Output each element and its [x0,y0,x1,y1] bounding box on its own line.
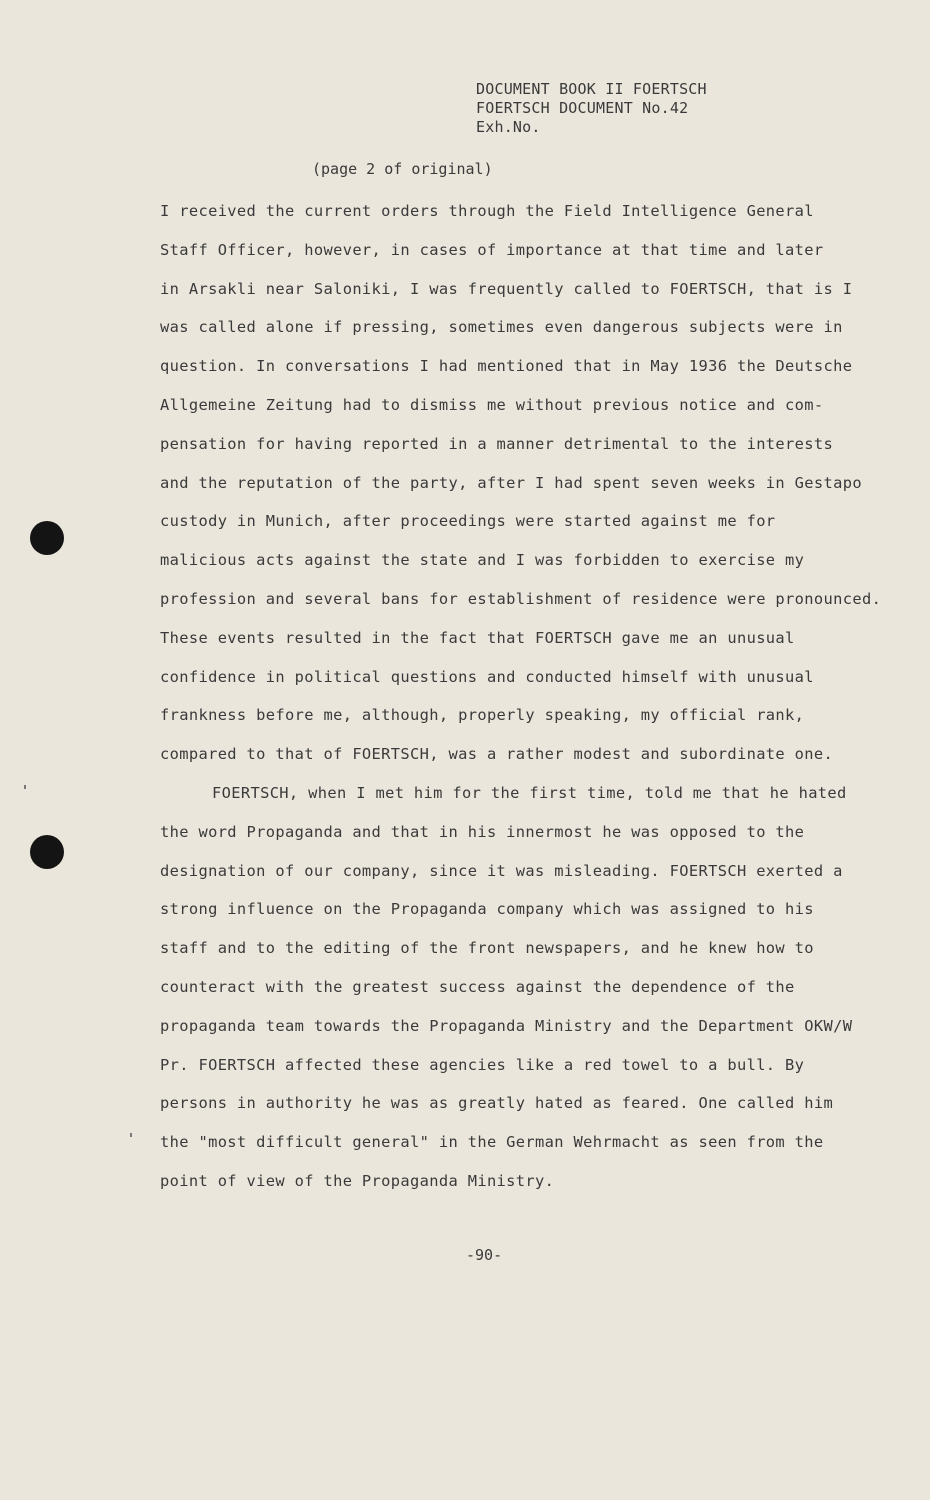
text-line: persons in authority he was as greatly hated as feared. One called him [160,1094,834,1113]
text-line: profession and several bans for establishment of residence were pronounced. [160,589,882,608]
document-body [160,192,881,1201]
text-line: frankness before me, although, properly speaking, my official rank, [160,706,805,725]
text-line: I received the current orders through the Field Intelligence General [160,202,814,220]
text-line: FOERTSCH, when I met him for the first time, told me that he hated [212,783,847,802]
text-line: the "most difficult general" in the German Wehrmacht as seen from the [160,1133,824,1152]
text-line: confidence in political questions and conducted himself with unusual [160,667,814,686]
text-line: designation of our company, since it was misleading. FOERTSCH exerted a [160,861,843,880]
punch-hole-bottom [30,835,64,869]
text-line: These events resulted in the fact that FOERTSCH gave me an unusual [160,628,795,647]
text-line: point of view of the Propaganda Ministry. [160,1171,555,1190]
paper-speck [24,785,26,789]
text-line: custody in Munich, after proceedings were started against me for [160,512,776,531]
text-line: was called alone if pressing, sometimes even dangerous subjects were in [160,318,843,337]
text-line: strong influence on the Propaganda company which was assigned to his [160,900,814,919]
text-line: the word Propaganda and that in his innermost he was opposed to the [160,822,805,841]
text-line: and the reputation of the party, after I had spent seven weeks in Gestapo [160,473,862,492]
text-line: malicious acts against the state and I was forbidden to exercise my [160,551,805,570]
header-line-document: FOERTSCH DOCUMENT No.42 [476,99,689,117]
text-line: staff and to the editing of the front newspapers, and he knew how to [160,939,814,958]
text-line: Allgemeine Zeitung had to dismiss me without previous notice and com- [160,395,824,414]
text-line: pensation for having reported in a manner detrimental to the interests [160,434,834,453]
text-line: propaganda team towards the Propaganda Ministry and the Department OKW/W [160,1016,853,1035]
header-line-book: DOCUMENT BOOK II FOERTSCH [476,80,707,98]
text-line: question. In conversations I had mentioned that in May 1936 the Deutsche [160,357,853,376]
text-line: compared to that of FOERTSCH, was a rather modest and subordinate one. [160,745,834,764]
page-reference: (page 2 of original) [312,160,493,178]
text-line: counteract with the greatest success against the dependence of the [160,977,795,996]
paper-speck [130,1133,132,1137]
document-header [476,80,707,137]
text-line: Staff Officer, however, in cases of importance at that time and later [160,240,824,259]
punch-hole-top [30,521,64,555]
header-line-exhibit: Exh.No. [476,118,541,136]
text-line: in Arsakli near Saloniki, I was frequently called to FOERTSCH, that is I [160,279,853,298]
page-number: -90- [466,1246,503,1264]
text-line: Pr. FOERTSCH affected these agencies like a red towel to a bull. By [160,1055,805,1074]
